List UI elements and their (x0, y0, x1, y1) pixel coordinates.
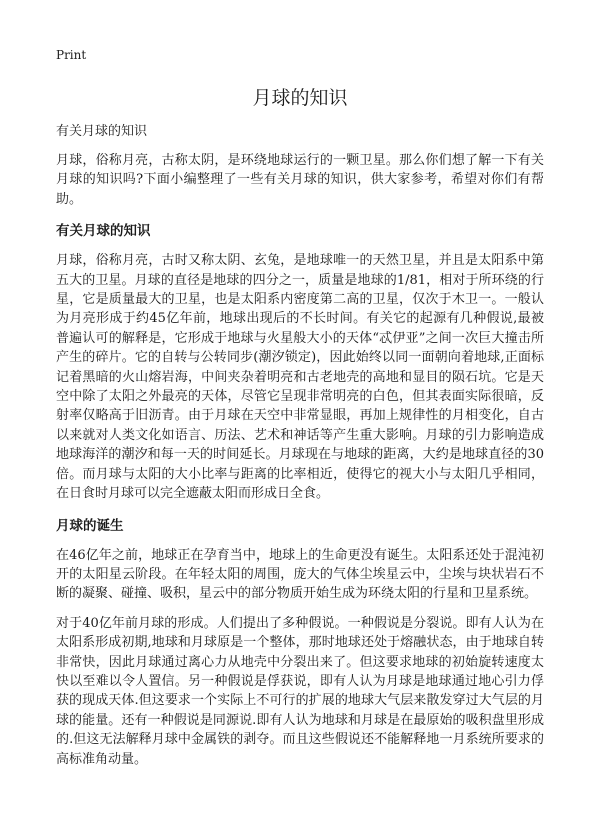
print-link[interactable]: Print (56, 48, 87, 62)
section-paragraph: 月球，俗称月亮，古时又称太阴、玄兔，是地球唯一的天然卫星，并且是太阳系中第五大的卫星。月球的直径是地球的四分之一，质量是地球的1/81，相对于所环绕的行星，它是质量最大的卫星，也是太阳系内密度第二高的卫星，仅次于木卫一。一般认为月亮形成于约45亿年前，地球出现后的不长时间。有关它的起源有几种假说,最被普遍认可的解释是，它形成于地球与火星般大小的天体“忒伊亚”之间一次巨大撞击所产生的碎片。它的自转与公转同步(潮汐锁定)，因此始终以同一面朝向着地球,正面标记着黑暗的火山熔岩海，中间夹杂着明亮和古老地壳的高地和显目的陨石坑。它是天空中除了太阳之外最亮的天体，尽管它呈现非常明亮的白色，但其表面实际很暗，反射率仅略高于旧沥青。由于月球在天空中非常显眼，再加上规律性的月相变化，自古以来就对人类文化如语言、历法、艺术和神话等产生重大影响。月球的引力影响造成地球海洋的潮汐和每一天的时间延长。月球现在与地球的距离，大约是地球直径的30倍。而月球与太阳的大小比率与距离的比率相近，使得它的视大小与太阳几乎相同，在日食时月球可以完全遮蔽太阳而形成日全食。 (56, 253, 544, 502)
section-paragraph: 在46亿年之前，地球正在孕育当中，地球上的生命更没有诞生。太阳系还处于混沌初开的太阳星云阶段。在年轻太阳的周围，庞大的气体尘埃星云中，尘埃与块状岩石不断的凝聚、碰撞、吸积，星云中的部分物质开始生成为环绕太阳的行星和卫星系统。 (56, 547, 544, 602)
intro-paragraph: 月球，俗称月亮，古称太阴，是环绕地球运行的一颗卫星。那么你们想了解一下有关月球的知识吗?下面小编整理了一些有关月球的知识，供大家参考，希望对你们有帮助。 (56, 153, 544, 207)
section-heading-moon-birth: 月球的诞生 (56, 517, 124, 534)
section-heading-moon-knowledge: 有关月球的知识 (56, 223, 151, 240)
page-subtitle: 有关月球的知识 (56, 124, 148, 139)
page-title: 月球的知识 (252, 87, 348, 109)
section-paragraph: 对于40亿年前月球的形成。人们提出了多种假说。一种假说是分裂说。即有人认为在太阳系形成初期,地球和月球原是一个整体，那时地球还处于熔融状态，由于地球自转非常快，因此月球通过离心力从地壳中分裂出来了。但这要求地球的初始旋转速度太快以至难以令人置信。另一种假说是俘获说，即有人认为月球是地球通过地心引力俘获的现成天体.但这要求一个实际上不可行的扩展的地球大气层来散发穿过大气层的月球的能量。还有一种假说是同源说.即有人认为地球和月球是在最原始的吸积盘里形成的.但这无法解释月球中金属铁的剥夺。而且这些假说还不能解释地一月系统所要求的高标准角动量。 (56, 615, 544, 767)
